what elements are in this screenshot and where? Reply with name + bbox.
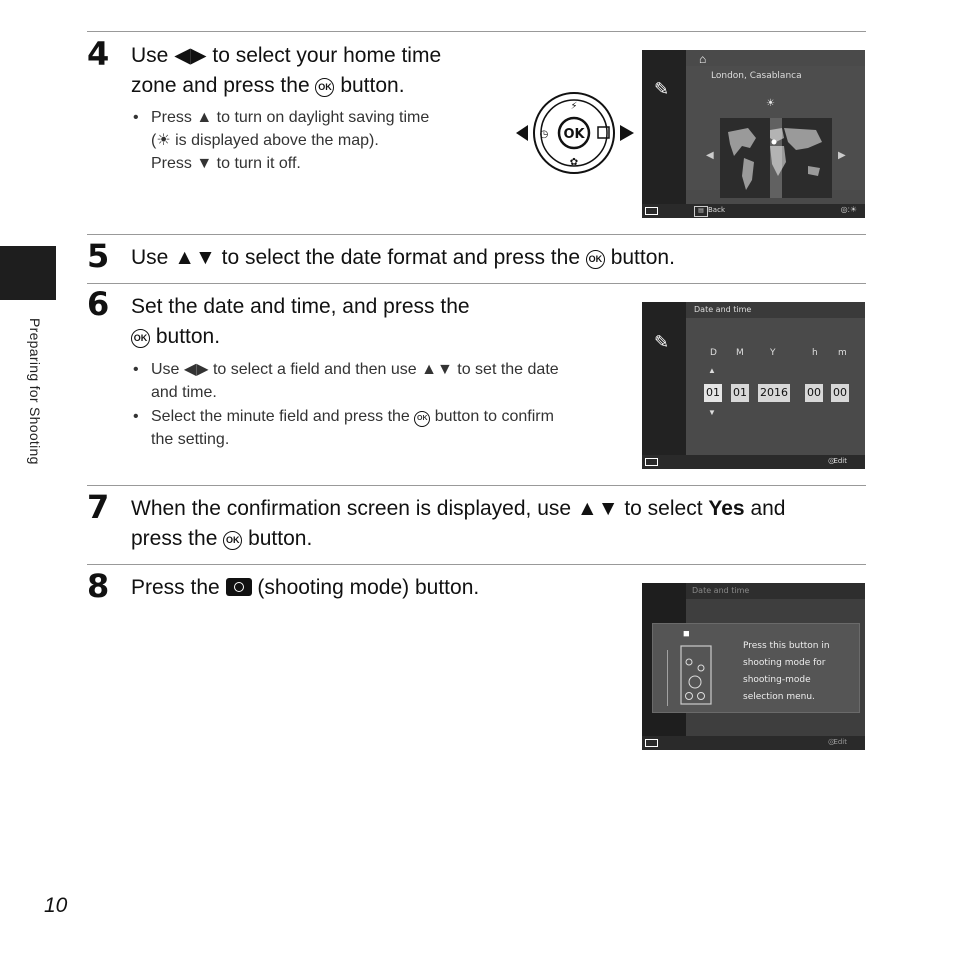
multi-selector-icon: ◎ — [828, 456, 835, 465]
camera-icon — [226, 578, 252, 596]
left-right-icon: ◀▶ — [174, 44, 207, 67]
divider — [87, 485, 866, 486]
multi-selector-illustration — [514, 90, 636, 176]
day-label: D — [710, 348, 717, 358]
daylight-saving-icon: ☀ — [766, 98, 775, 109]
hint-dialog — [652, 623, 860, 713]
ok-button-icon: OK — [315, 78, 334, 97]
hour-field[interactable]: 00 — [805, 384, 823, 402]
year-label: Y — [770, 348, 776, 358]
city-name: London, Casablanca — [711, 71, 802, 81]
year-field[interactable]: 2016 — [758, 384, 790, 402]
svg-text:OK: OK — [563, 127, 585, 142]
hint-text: shooting-mode — [743, 675, 811, 685]
screen-title: Date and time — [694, 305, 752, 314]
dst-toggle-icon: ◎:☀ — [840, 205, 857, 214]
step-number: 7 — [87, 488, 110, 526]
map-left-arrow-icon: ◀ — [706, 150, 714, 161]
bullet-item: • Press ▲ to turn on daylight saving time (☀ is displayed above the map). Press ▼ to turn it off. — [133, 109, 430, 172]
menu-icon: ▤ — [694, 206, 708, 217]
divider — [87, 31, 866, 32]
hour-label: h — [812, 348, 818, 358]
step-heading: Press the (shooting mode) button. — [131, 576, 480, 599]
ok-button-icon: OK — [223, 531, 242, 550]
page-number: 10 — [44, 894, 68, 917]
bullet-item: • Use ◀▶ to select a field and then use ▲▼ to set the date and time. — [133, 361, 559, 401]
ok-button-icon: OK — [131, 329, 150, 348]
down-arrow-icon: ▼ — [196, 155, 213, 172]
svg-text:⚡: ⚡ — [570, 101, 578, 112]
hint-text: selection menu. — [743, 692, 815, 702]
camera-screen-date-time — [642, 302, 865, 469]
wrench-icon: ✎ — [654, 332, 670, 352]
svg-text:◷: ◷ — [539, 129, 549, 140]
step-number: 5 — [87, 237, 110, 275]
month-field[interactable]: 01 — [731, 384, 749, 402]
minute-label: m — [838, 348, 847, 358]
step-heading: Set the date and time, and press the OK button. — [131, 295, 470, 348]
left-right-icon: ◀▶ — [183, 361, 209, 378]
wrench-icon: ✎ — [654, 79, 670, 99]
map-right-arrow-icon: ▶ — [838, 150, 846, 161]
up-down-icon: ▲▼ — [576, 497, 619, 520]
right-arrow-icon — [620, 125, 634, 141]
step-number: 8 — [87, 567, 110, 605]
daylight-saving-icon: ☀ — [156, 132, 171, 149]
ok-button-icon: OK — [414, 411, 430, 427]
step-heading: Use ◀▶ to select your home time zone and press the OK button. — [131, 44, 442, 97]
down-arrow-icon: ▼ — [708, 408, 716, 417]
edit-label: Edit — [833, 457, 847, 465]
section-tab — [0, 246, 56, 300]
up-arrow-icon: ▲ — [708, 366, 716, 375]
home-icon: ⌂ — [699, 52, 707, 66]
screen-title: Date and time — [692, 586, 750, 595]
month-label: M — [736, 348, 744, 358]
step-number: 6 — [87, 285, 110, 323]
step-heading: Use ▲▼ to select the date format and press the OK button. — [131, 246, 675, 269]
step-heading: When the confirmation screen is displayed, use ▲▼ to select Yes and press the OK button. — [131, 497, 786, 550]
camera-screen-timezone — [642, 50, 865, 218]
day-field[interactable]: 01 — [704, 384, 722, 402]
section-label: Preparing for Shooting — [27, 318, 43, 465]
up-down-icon: ▲▼ — [421, 361, 453, 378]
divider — [87, 564, 866, 565]
world-map — [720, 118, 832, 198]
edit-label: Edit — [833, 738, 847, 746]
multi-selector-icon: ◎ — [828, 737, 835, 746]
hint-text: shooting mode for — [743, 658, 826, 668]
camera-icon: ■ — [683, 628, 690, 640]
camera-back-illustration — [667, 640, 715, 706]
left-arrow-icon — [516, 125, 528, 141]
ok-button-icon: OK — [586, 250, 605, 269]
bullet-item: • Select the minute field and press the OK button to confirm the setting. — [133, 408, 554, 448]
back-label: Back — [708, 206, 725, 214]
up-arrow-icon: ▲ — [196, 109, 213, 126]
minute-field[interactable]: 00 — [831, 384, 849, 402]
step-number: 4 — [87, 35, 110, 73]
camera-screen-shooting-mode-hint — [642, 583, 865, 750]
svg-text:✿: ✿ — [569, 157, 579, 168]
up-down-icon: ▲▼ — [174, 246, 216, 269]
divider — [87, 283, 866, 284]
hint-text: Press this button in — [743, 641, 830, 651]
divider — [87, 234, 866, 235]
